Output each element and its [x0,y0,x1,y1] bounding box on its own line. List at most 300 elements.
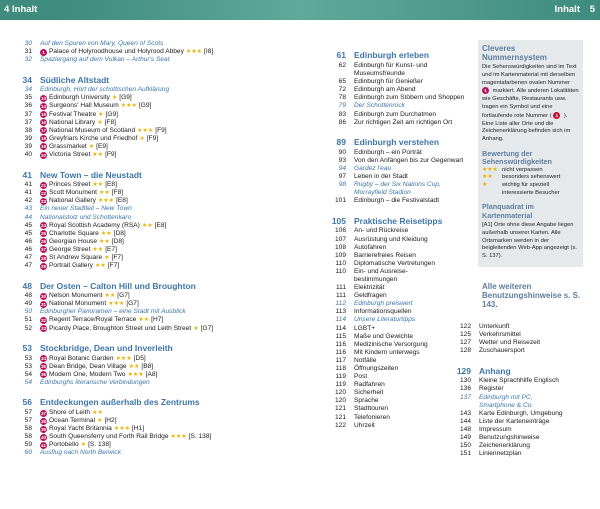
toc-entry [330,86,470,94]
toc-page-number: 122 [459,323,471,330]
toc-entry [330,341,470,349]
star-rating-icon: ★★★ [108,301,125,308]
toc-entry-title: Notfälle [354,356,377,364]
toc-entry-title: Gardez l'eau [354,164,392,172]
toc-page-number: 130 [459,377,471,385]
toc-page-number: 120 [334,397,346,405]
toc-entry [330,102,470,110]
toc-page-number: 118 [335,365,346,372]
toc-page-number: 112 [335,300,346,308]
toc-page-number: 89 [336,137,346,148]
toc-entry-title: Edinburgh mit PC, [479,393,533,401]
toc-entry-title: New Town – die Neustadt [40,169,142,180]
toc-entry-title: Edinburgh – ein Porträt [354,148,422,156]
toc-page-number: 45 [24,229,32,237]
toc-page-number: 41 [22,169,32,180]
toc-page-number: 111 [335,284,346,292]
toc-entry [20,205,280,213]
sight-marker-icon: 29 [40,263,47,269]
toc-entry [330,422,470,430]
toc-section-heading [455,364,595,377]
star-rating-icon: ★ [80,442,87,449]
toc-page-number: 86 [338,118,346,126]
star-rating-icon: ★★★ [115,355,132,362]
toc-page-number: 48 [22,280,32,291]
rating-legend-row [482,174,579,182]
toc-page-number: 37 [24,110,32,118]
toc-entry [455,450,595,458]
toc-page-number: 59 [24,441,32,449]
toc-entry [20,433,280,441]
map-grid-reference: [H1] [131,425,145,433]
toc-entry-title: Palace of Holyroodhouse und Holyrood Abbey [49,48,184,56]
star-rating-icon: ★ [104,254,110,261]
toc-entry [330,189,470,197]
toc-page-number: 47 [24,262,32,270]
toc-entry-title: Radfahren [354,381,385,389]
toc-page-number: 114 [335,316,346,324]
map-grid-reference: [B8] [141,362,154,370]
toc-page-number: 119 [335,381,346,389]
star-rating-icon: ★★★ [137,127,154,134]
rating-list [482,167,579,197]
toc-entry-title: Edinburgh zum Durchatmen [354,110,437,118]
toc-entry [20,94,280,102]
toc-entry-title: National Library [49,118,96,126]
map-grid-reference: [H7] [151,316,164,324]
star-rating-icon: ★ [98,111,104,118]
toc-entry-title: Auf den Spuren von Mary, Queen of Scots [40,40,164,47]
toc-page-number: 57 [24,417,32,425]
map-grid-reference: [G7] [117,292,130,300]
toc-entry-title: Stockbridge, Dean und Inverleith [40,343,173,354]
toc-entry-title: George Street [49,245,91,253]
toc-entry-title: Post [354,373,368,381]
toc-entry-title: Festival Theatre [49,110,97,118]
toc-entry [330,62,470,70]
toc-entry-title: Maße und Gewichte [354,332,414,340]
sidebar-intro: Die Sehenswürdigkeiten sind im Text und im Kartenmaterial mit derselben magentafarbenen ovalen Nummer 1 markiert. Alle anderen Lokalitäten wie Geschäfte, Restaurants usw. tragen ein Symbol und eine fortlaufende rote Nummer ( 1 ). Eine Liste aller Orte und die Zeichenerklärung befinden sich im Anhang. [482,64,579,143]
sidebar-bottom-title: Alle weiteren Benutzungshinweise s. S. 143. [482,282,581,309]
sight-marker-icon: 39 [40,426,47,432]
sight-marker-icon: 13 [40,95,47,101]
toc-page-number: 79 [338,102,346,110]
toc-entry [455,347,595,355]
map-grid-reference: [E8] [105,181,117,189]
sight-marker-icon: 17 [40,128,47,134]
toc-entry-title: Princes Street [49,181,91,189]
toc-entry [330,260,470,268]
toc-entry-title: Der Schottenrock [354,102,405,110]
toc-entry [20,48,280,56]
sight-marker-icon: 27 [40,247,47,253]
star-rating-icon: ★ [88,143,95,150]
toc-entry [330,149,470,157]
toc-entry-title: Elektrizität [354,284,385,292]
toc-page-number: 56 [22,397,32,408]
toc-entry [330,308,470,316]
toc-page-number: 150 [459,442,471,450]
page-number-right: 5 [589,4,595,15]
map-grid-reference: [G7] [200,324,214,332]
toc-page-number: 38 [24,126,32,134]
toc-page-number: 46 [24,245,32,253]
toc-entry [330,157,470,165]
toc-entry [455,377,595,385]
toc-entry [455,331,595,339]
toc-entry-title: Wetter und Reisezeit [479,339,541,347]
toc-entry [20,254,280,262]
toc-entry [330,284,470,292]
toc-entry-title: National Gallery [49,197,96,205]
toc-page-number: 54 [24,370,32,378]
toc-entry-title: Benutzungshinweise [479,434,540,442]
toc-entry-title: Greyfriars Kirche und Friedhof [49,134,138,142]
toc-page-number: 48 [24,292,32,300]
toc-entry [455,323,595,331]
star-rating-icon: ★★★ [113,426,130,433]
toc-entry-title: Georgian House [49,237,98,245]
toc-page-number: 109 [334,251,346,259]
toc-entry-title: Der Osten – Calton Hill und Broughton [40,280,196,291]
toc-entry-title: bestimmungen [354,275,398,283]
sight-marker-icon: 23 [40,198,47,204]
toc-entry-title: St Andrew Square [49,253,103,261]
star-rating-icon: ★★ [128,363,140,370]
toc-page-number: 116 [335,348,346,356]
toc-entry [20,111,280,119]
toc-page-number: 65 [338,78,346,86]
toc-entry [20,379,280,387]
sight-marker-icon: 21 [40,182,47,188]
toc-entry [330,292,470,300]
toc-page-number: 93 [338,156,346,164]
star-rating-icon: ★★★ [97,198,115,205]
map-grid-reference: [E7] [105,245,117,253]
toc-entry-title: Spaziergang auf dem Vulkan – Arthur's Seat [40,56,170,64]
toc-entry [20,316,280,324]
grid-text: [A1] Orte ohne diese Angabe liegen außerhalb unserer Karten. Alle Ortsmarken werden in der beigleitenden Web-App angezeigt (s. S. 137). [482,221,577,260]
toc-page-number: 121 [334,405,346,413]
toc-entry [20,189,280,197]
toc-entry-title: Picardy Place, Broughton Street und Leith Street [49,324,192,332]
toc-page-number: 40 [24,151,32,159]
toc-entry [330,197,470,205]
map-grid-reference: [E8] [154,221,167,229]
toc-entry-title: Modern One, Modern Two [49,370,126,378]
toc-page-number: 39 [24,142,32,150]
rating-legend-text: besonders sehenswert [502,174,561,181]
toc-page-number: 54 [24,378,32,386]
rating-legend-text: wichtig für speziell interessierte Besucher [502,181,560,196]
toc-page-number: 35 [24,94,32,102]
toc-entry-title: Öffnungszeiten [354,365,399,372]
toc-page-number: 125 [459,331,471,339]
toc-entry-title: Edinburgh preiswert [354,300,413,308]
toc-page-number: 94 [338,164,346,172]
toc-page-number: 105 [331,215,346,226]
toc-entry [20,355,280,363]
toc-entry [330,173,470,181]
star-rating-icon: ★★ [94,263,106,270]
toc-entry [20,308,280,316]
toc-entry-title: National Monument [49,300,107,308]
sight-marker-icon: 32 [40,317,47,323]
rating-title: Bewertung der Sehenswürdigkeiten [482,148,552,167]
toc-entry-title: Geldfragen [354,292,387,300]
sight-marker-icon: 41 [40,442,47,448]
toc-page-number: 41 [24,181,32,189]
toc-entry [330,252,470,260]
toc-entry [330,365,471,376]
sight-marker-icon: 33 [40,326,47,332]
sight-marker-icon: 25 [40,231,47,237]
map-grid-reference: [I8] [204,48,214,56]
toc-entry-title: Praktische Reisetipps [354,215,443,226]
toc-entry-title: Shore of Leith [49,409,91,416]
map-grid-reference: [H2] [104,417,117,425]
toc-page-number: 119 [335,373,346,381]
toc-entry-title: Entdeckungen außerhalb des Zentrums [40,397,200,408]
toc-page-number: 30 [24,40,32,47]
toc-entry-title: Victoria Street [49,151,91,159]
toc-section-heading [20,396,280,409]
sidebar-box [478,40,583,267]
toc-entry [330,300,470,308]
toc-page-number: 122 [334,421,346,429]
toc-entry [330,357,470,365]
toc-page-number: 34 [24,86,32,94]
toc-entry-title: Smartphone & Co. [479,401,534,409]
toc-entry [330,373,470,381]
toc-entry-title: Ausflug nach North Berwick [40,449,121,457]
sight-marker-icon: 30 [40,293,47,299]
star-rating-icon: ★★ [99,190,110,197]
toc-entry [20,409,280,417]
toc-entry [330,397,470,405]
toc-entry-title: Nelson Monument [49,292,103,300]
toc-page-number: 101 [334,197,346,205]
toc-entry-title: Unterkunft [479,323,510,330]
toc-page-number: 83 [338,110,346,118]
toc-entry-title: Impressum [479,425,512,433]
toc-entry [20,425,280,433]
toc-entry-title: Edinburghs literarische Verbindungen [40,378,150,386]
toc-entry-title: Edinburgh verstehen [354,137,440,148]
toc-entry [330,276,470,284]
toc-page-number: 39 [24,134,32,142]
toc-entry-title: Edinburgh am Abend [354,86,416,94]
sight-marker-icon: 31 [40,301,47,307]
star-rating-icon: ★★★ [170,434,187,441]
star-rating-icon: ★★ [99,238,110,245]
star-rating-icon: ★★ [92,410,103,416]
header-title-left: Inhalt [12,4,38,15]
sight-marker-icon: 40 [40,434,47,440]
toc-section-heading [20,73,280,86]
toc-entry-title: Ein neuer Stadtteil – New Town [40,205,132,213]
toc-entry [20,363,280,371]
star-rating-icon: ★★ [482,174,493,181]
toc-entry [20,417,280,425]
toc-entry [330,94,470,102]
sight-marker-icon: 15 [40,112,47,118]
star-rating-icon: ★★ [92,182,104,189]
sight-marker-icon: 22 [40,190,47,196]
toc-entry [330,181,470,189]
rating-legend-row [482,182,579,197]
toc-entry [330,227,470,235]
toc-section-heading [20,279,280,292]
toc-entry [455,442,595,450]
sight-marker-icon: 16 [40,120,47,126]
toc-page-number: 72 [338,86,346,94]
toc-entry-title: Edinburgh für Kunst- und [354,62,428,69]
map-grid-reference: [E9] [96,142,108,150]
toc-entry [455,410,595,418]
toc-page-number: 31 [24,48,32,56]
toc-entry-title: Zeichenerklärung [479,442,530,450]
map-grid-reference: [D8] [111,237,124,245]
toc-page-number: 46 [24,237,32,245]
sight-marker-icon: 34 [40,356,47,362]
toc-left-column [20,40,280,458]
toc-entry-title: Scott Monument [49,189,98,197]
toc-page-number: 113 [335,308,346,316]
toc-entry [330,119,470,127]
toc-page-number: 34 [22,74,32,85]
toc-entry-title: Autofahren [354,243,387,251]
toc-entry [20,371,280,379]
sight-marker-icon: 35 [40,364,47,370]
toc-page-number: 108 [334,243,346,251]
toc-entry [20,441,280,449]
toc-page-number: 49 [24,300,32,308]
toc-page-number: 136 [459,385,471,393]
toc-entry [20,214,280,222]
toc-entry [20,143,280,151]
toc-entry [330,244,470,252]
toc-entry-title: Sicherheit [354,389,384,397]
toc-entry-title: Edinburgh für Genießer [354,78,423,86]
toc-entry [455,426,595,434]
toc-page-number: 41 [24,189,32,197]
toc-page-number: 120 [334,389,346,397]
toc-entry [330,236,470,244]
toc-entry-title: Karte Edinburgh, Umgebung [479,409,563,417]
toc-entry-title: Anhang [479,365,511,376]
toc-entry-title: South Queensferry und Forth Rail Bridge [49,433,169,441]
toc-page-number: 121 [334,413,346,421]
toc-entry [330,381,470,389]
toc-page-number: 148 [459,425,471,433]
toc-entry-title: Edinburgher Panoramen – eine Stadt mit Ausblick [40,308,186,316]
toc-entry [330,325,470,333]
toc-entry-title: Telefonieren [354,413,390,421]
toc-entry-title: Museumsfreunde [354,70,405,78]
map-grid-reference: [D8] [113,229,126,237]
toc-entry-title: Rugby – der Six Nations Cup, [354,181,441,189]
toc-right-column [455,323,595,458]
star-rating-icon: ★ [111,95,118,102]
toc-entry-title: Mit Kindern unterwegs [354,348,420,356]
toc-entry-title: Uhrzeit [354,421,375,429]
toc-entry [20,222,280,230]
toc-entry [455,418,595,426]
toc-page-number: 37 [24,118,32,126]
star-rating-icon: ★ [482,181,488,188]
toc-page-number: 61 [336,50,346,61]
rating-legend-text: nicht verpassen [502,166,543,173]
toc-page-number: 114 [335,324,346,332]
sight-marker-icon: 20 [40,152,47,158]
toc-entry [20,56,280,64]
toc-entry [330,111,470,119]
map-grid-reference: [F9] [146,134,159,142]
star-rating-icon: ★★★ [482,166,498,173]
map-grid-reference: [F9] [105,151,117,159]
toc-entry-title: Kleine Sprachhilfe Englisch [479,377,559,385]
toc-entry [20,246,280,254]
toc-entry-title: Charlotte Square [49,229,99,237]
toc-entry [330,70,470,78]
toc-page-number: 106 [334,227,346,235]
star-rating-icon: ★ [193,325,199,332]
toc-entry [330,349,470,357]
toc-entry-title: Regent Terrace/Royal Terrace [49,316,137,324]
star-rating-icon: ★★ [92,152,104,159]
star-rating-icon: ★ [139,135,145,142]
toc-entry [330,78,470,86]
toc-entry-title: Diplomatische Vertretungen [354,259,436,267]
map-grid-reference: [G9] [105,110,119,118]
toc-entry-title: Zur richtigen Zeit am richtigen Ort [354,118,453,126]
toc-page-number: 51 [24,316,32,324]
toc-page-number: 32 [24,56,32,64]
star-rating-icon: ★★★ [185,49,203,56]
toc-entry [20,325,280,333]
toc-entry [20,40,280,48]
toc-entry [20,238,280,246]
toc-page-number: 36 [24,102,32,110]
toc-entry [20,292,280,300]
star-rating-icon: ★ [97,418,103,425]
header-left [0,0,300,20]
toc-page-number: 128 [459,347,471,355]
sight-marker-icon: 24 [40,223,47,229]
toc-middle-column [330,40,470,430]
toc-entry [20,102,280,110]
toc-page-number: 60 [24,449,32,457]
toc-entry-title: Zuschauersport [479,347,525,355]
star-rating-icon: ★★★ [127,371,144,378]
toc-page-number: 47 [24,253,32,261]
toc-page-number: 127 [459,339,471,347]
toc-entry [330,165,470,173]
toc-entry-title: Grassmarket [49,142,87,150]
toc-section-heading [330,136,470,149]
toc-entry [330,316,470,324]
toc-entry [20,119,280,127]
toc-section-heading [330,214,470,227]
toc-entry [330,333,470,341]
rating-legend-row [482,167,579,175]
toc-entry [455,402,595,410]
toc-entry [455,394,595,402]
toc-section-heading [20,342,280,355]
toc-page-number: 97 [338,173,346,181]
toc-page-number: 52 [24,324,32,332]
